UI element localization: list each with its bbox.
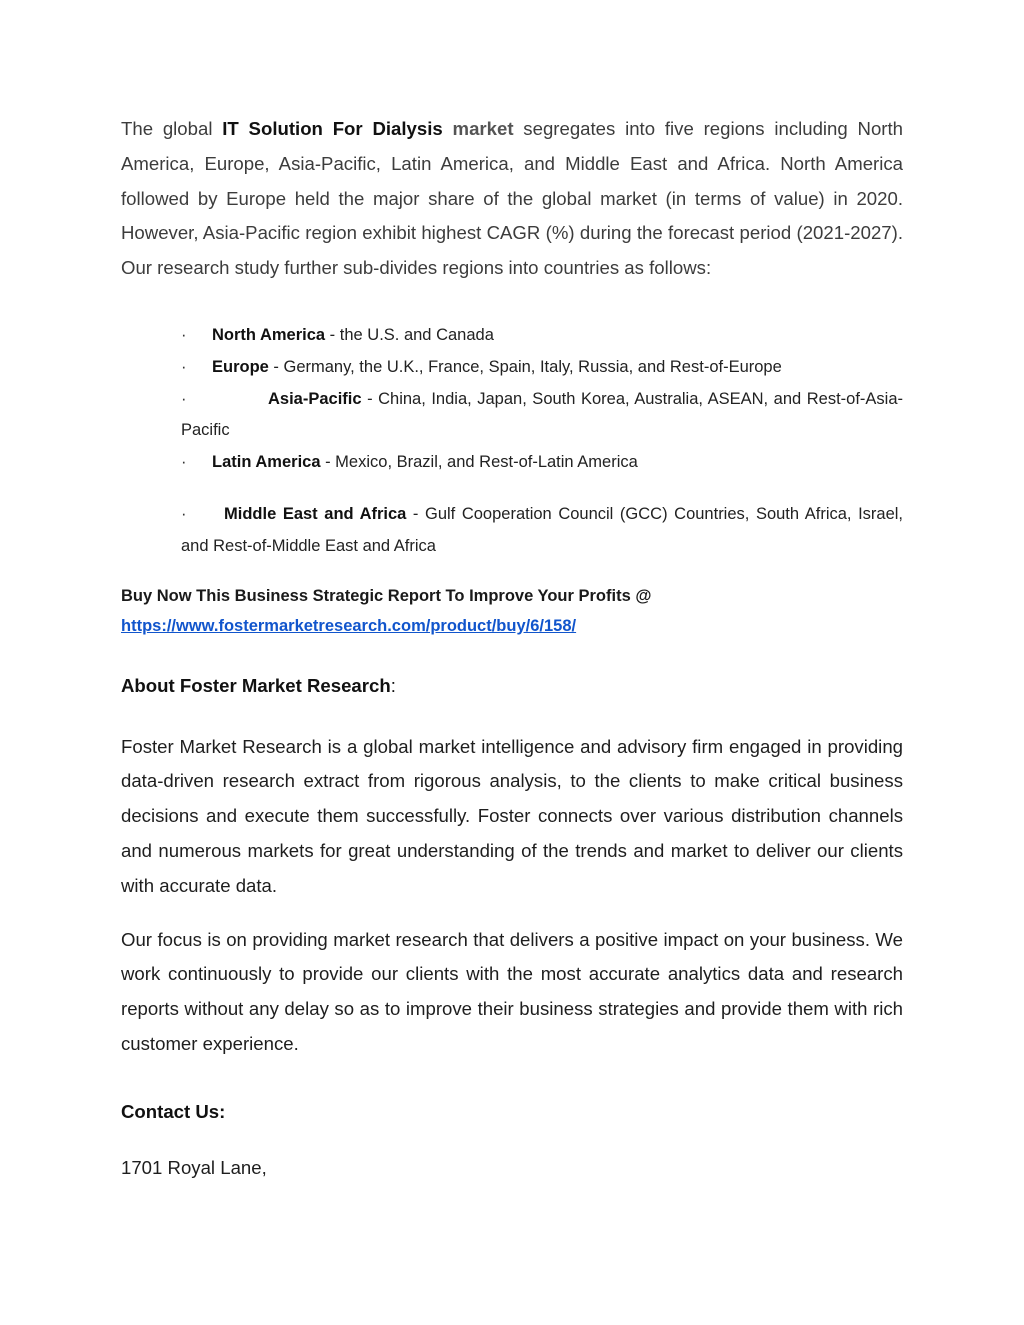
region-list [181, 320, 903, 563]
list-item [181, 499, 903, 563]
region-name: Middle East and Africa [224, 504, 407, 523]
region-name: North America [212, 325, 326, 344]
region-detail: - the U.S. and Canada [325, 325, 494, 344]
bullet-icon: · [181, 389, 187, 408]
bullet-icon: · [181, 453, 187, 472]
report-title-keyword: IT Solution For Dialysis [222, 118, 443, 139]
market-keyword: market [452, 118, 514, 139]
about-heading [121, 673, 903, 699]
about-heading-colon: : [390, 674, 396, 696]
region-detail: - Gulf Cooperation Council (GCC) Countries, South Africa, Israel, and Rest-of-Middle East and Africa [181, 504, 904, 555]
address-line: 1701 Royal Lane, [121, 1156, 267, 1178]
buy-now-text: Buy Now This Business Strategic Report To Improve Your Profits @ [121, 586, 652, 605]
region-detail: - Mexico, Brazil, and Rest-of-Latin America [320, 453, 638, 472]
bullet-icon: · [181, 504, 187, 523]
document-page [121, 112, 903, 1181]
region-name: Asia-Pacific [268, 389, 362, 408]
list-item [181, 352, 903, 384]
contact-heading: Contact Us: [121, 1100, 226, 1122]
list-item [181, 320, 903, 352]
buy-now-link[interactable]: https://www.fostermarketresearch.com/product/buy/6/158/ [121, 616, 577, 635]
intro-text: segregates into five regions including North America, Europe, Asia-Pacific, Latin America, and Middle East and Africa. North America followed by Europe held the major share of the global market (in terms of value) in 2020. However, Asia-Pacific region exhibit highest CAGR (%) during the forecast period (2021-2027). Our research study further sub-divides regions into countries as follows: [121, 118, 903, 279]
list-item [181, 447, 903, 479]
list-item [181, 384, 903, 448]
about-heading-text: About Foster Market Research [121, 674, 391, 696]
intro-paragraph [121, 112, 903, 286]
bullet-icon: · [181, 357, 187, 376]
about-paragraph-2: Our focus is on providing market research that delivers a positive impact on your business. We work continuously to provide our clients with the most accurate analytics data and research reports without any delay so as to improve their business strategies and provide them with rich customer experience. [121, 928, 903, 1054]
buy-now-callout [121, 581, 903, 641]
region-name: Europe [212, 357, 269, 376]
region-name: Latin America [212, 453, 321, 472]
region-detail: - China, India, Japan, South Korea, Australia, ASEAN, and Rest-of-Asia-Pacific [181, 389, 903, 440]
region-detail: - Germany, the U.K., France, Spain, Italy, Russia, and Rest-of-Europe [268, 357, 782, 376]
bullet-icon: · [181, 325, 187, 344]
intro-prefix: The global [121, 118, 223, 139]
about-paragraph-1: Foster Market Research is a global market intelligence and advisory firm engaged in providing data-driven research extract from rigorous analysis, to the clients to make critical business decisions and execute them successfully. Foster connects over various distribution channels and numerous markets for great understanding of the trends and market to deliver our clients with accurate data. [121, 735, 903, 896]
